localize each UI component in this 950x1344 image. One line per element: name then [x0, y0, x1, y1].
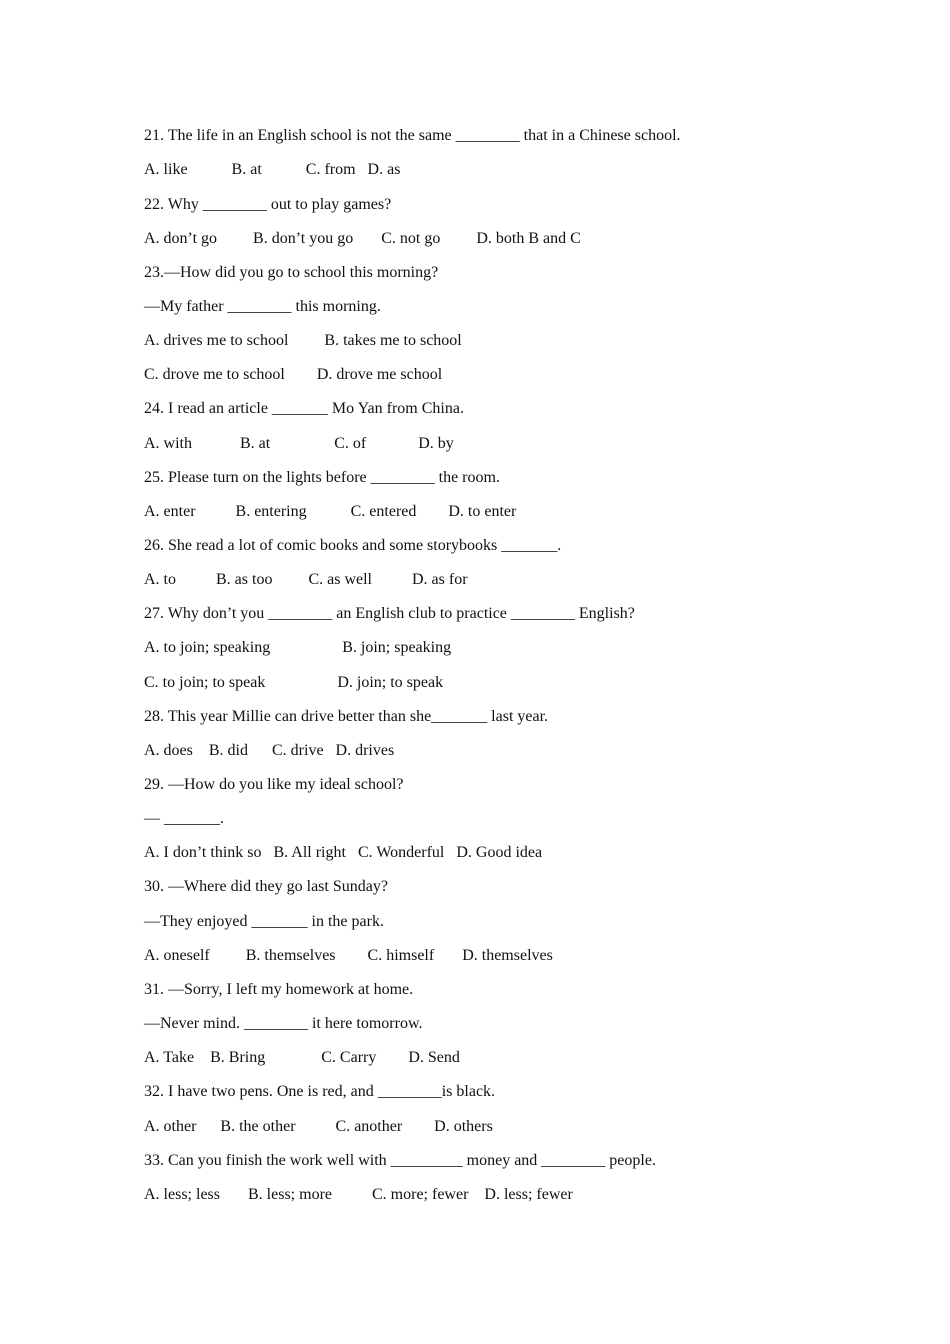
question-27-options-ab: A. to join; speaking B. join; speaking: [144, 639, 452, 656]
question-31-options: A. Take B. Bring C. Carry D. Send: [144, 1049, 460, 1066]
question-22-options: A. don’t go B. don’t you go C. not go D. both B and C: [144, 230, 581, 247]
question-29-options: A. I don’t think so B. All right C. Wonderful D. Good idea: [144, 844, 543, 861]
question-23-options-cd: C. drove me to school D. drove me school: [144, 366, 443, 383]
question-23: 23.—How did you go to school this morning?: [144, 264, 439, 281]
question-27: 27. Why don’t you ________ an English club to practice ________ English?: [144, 605, 635, 622]
question-28: 28. This year Millie can drive better than she_______ last year.: [144, 708, 549, 725]
question-23-response: —My father ________ this morning.: [144, 298, 381, 315]
question-26: 26. She read a lot of comic books and some storybooks _______.: [144, 537, 562, 554]
question-29-response: — _______.: [144, 810, 224, 827]
question-23-options-ab: A. drives me to school B. takes me to school: [144, 332, 462, 349]
question-24: 24. I read an article _______ Mo Yan from China.: [144, 400, 464, 417]
question-27-options-cd: C. to join; to speak D. join; to speak: [144, 674, 444, 691]
question-24-options: A. with B. at C. of D. by: [144, 435, 454, 452]
question-33-options: A. less; less B. less; more C. more; fewer D. less; fewer: [144, 1186, 573, 1203]
question-33: 33. Can you finish the work well with _________ money and ________ people.: [144, 1152, 656, 1169]
question-30: 30. —Where did they go last Sunday?: [144, 878, 388, 895]
question-30-response: —They enjoyed _______ in the park.: [144, 913, 384, 930]
question-28-options: A. does B. did C. drive D. drives: [144, 742, 395, 759]
question-21: 21. The life in an English school is not the same ________ that in a Chinese school.: [144, 127, 681, 144]
question-25: 25. Please turn on the lights before ________ the room.: [144, 469, 500, 486]
question-29: 29. —How do you like my ideal school?: [144, 776, 404, 793]
question-26-options: A. to B. as too C. as well D. as for: [144, 571, 468, 588]
question-31: 31. —Sorry, I left my homework at home.: [144, 981, 414, 998]
question-32: 32. I have two pens. One is red, and ________is black.: [144, 1083, 496, 1100]
question-25-options: A. enter B. entering C. entered D. to enter: [144, 503, 517, 520]
question-30-options: A. oneself B. themselves C. himself D. themselves: [144, 947, 553, 964]
question-31-response: —Never mind. ________ it here tomorrow.: [144, 1015, 423, 1032]
question-22: 22. Why ________ out to play games?: [144, 196, 392, 213]
question-21-options: A. like B. at C. from D. as: [144, 161, 401, 178]
question-32-options: A. other B. the other C. another D. others: [144, 1118, 493, 1135]
